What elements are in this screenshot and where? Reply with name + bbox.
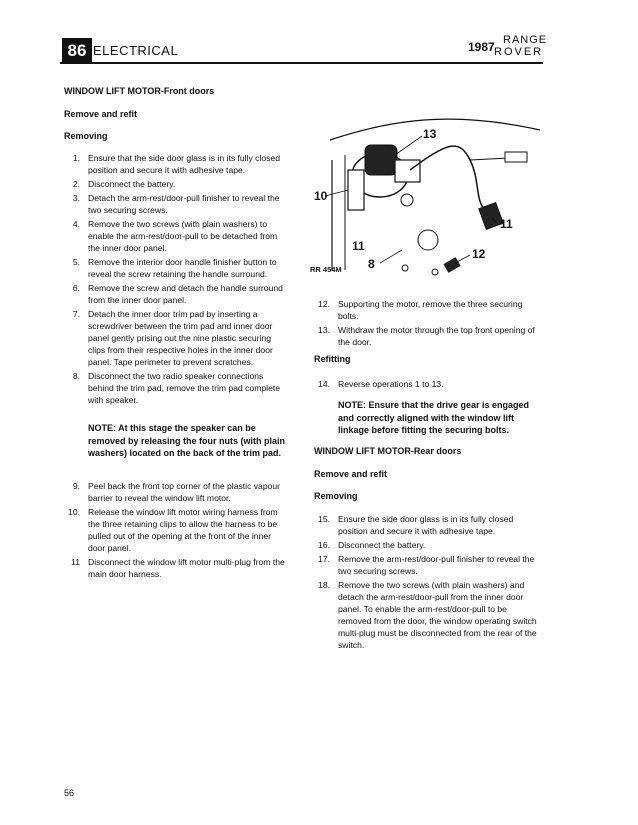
- step-text: Withdraw the motor through the top front opening of the door.: [338, 325, 535, 347]
- step-item: [314, 553, 540, 577]
- front-steps-list-2: [64, 480, 290, 582]
- rear-doors-title: WINDOW LIFT MOTOR-Rear doors: [314, 446, 462, 456]
- right-steps-list: [314, 298, 540, 350]
- leader-line: [395, 136, 422, 155]
- bolt: [443, 257, 460, 273]
- step-text: Reverse operations 1 to 13.: [338, 379, 444, 389]
- step-item: [64, 218, 290, 254]
- step-number: 3.: [72, 193, 80, 203]
- window-lift-motor-figure: [310, 100, 545, 290]
- step-number: 5.: [72, 257, 80, 267]
- step-item: [64, 192, 290, 216]
- step-text: Remove the arm-rest/door-pull finisher to reveal the two securing screws.: [338, 554, 535, 576]
- step-item: [64, 256, 290, 280]
- step-number: 7.: [72, 309, 80, 319]
- step-text: Remove the interior door handle finisher button to reveal the screw retaining the handle surround.: [88, 257, 277, 279]
- step-text: Ensure that the side door glass is in its fully closed position and secure it with adhesive tape.: [88, 153, 281, 175]
- step-number: 17.: [318, 554, 330, 564]
- callout-11-left: 11: [352, 239, 365, 253]
- step-text: Remove the two screws (with plain washers) to enable the arm-rest/door-pull to be detached from the inner door panel.: [88, 219, 278, 253]
- step-number: 9.: [72, 481, 80, 491]
- step-text: Detach the arm-rest/door-pull finisher to reveal the two securing screws.: [88, 193, 280, 215]
- refitting-heading: Refitting: [314, 354, 351, 364]
- step-item: [314, 539, 540, 551]
- step-item: [314, 579, 540, 651]
- motor-housing: [365, 145, 397, 175]
- step-item: [64, 556, 290, 580]
- step-item: [64, 282, 290, 306]
- front-removing-heading: Removing: [64, 131, 108, 141]
- front-doors-subtitle: Remove and refit: [64, 109, 138, 119]
- step-text: Ensure the side door glass is in its fully closed position and secure it with adhesive tape.: [338, 514, 514, 536]
- step-item: [314, 513, 540, 537]
- model-name-line1: RANGE: [503, 34, 548, 46]
- step-number: 8.: [72, 371, 80, 381]
- callout-10: 10: [314, 189, 328, 203]
- front-doors-title: WINDOW LIFT MOTOR-Front doors: [64, 86, 215, 96]
- step-item: [314, 378, 540, 390]
- step-text: Disconnect the window lift motor multi-plug from the main door harness.: [88, 557, 285, 579]
- washer: [402, 265, 408, 271]
- step-number: 16.: [318, 540, 330, 550]
- step-number: 18.: [318, 580, 330, 590]
- step-item: [64, 480, 290, 504]
- step-item: [64, 370, 290, 406]
- callout-12: 12: [472, 247, 486, 261]
- step-number: 11: [71, 557, 80, 567]
- rear-doors-subtitle: Remove and refit: [314, 469, 388, 479]
- front-steps-list: [64, 152, 290, 408]
- page-number: 56: [64, 788, 75, 798]
- step-text: Supporting the motor, remove the three securing bolts.: [338, 299, 523, 321]
- callout-11-right: 11: [500, 217, 513, 231]
- step-text: Disconnect the battery.: [338, 540, 426, 550]
- step-text: Disconnect the two radio speaker connections behind the trim pad, remove the trim pad complete with speaker.: [88, 371, 281, 405]
- retaining-clip: [418, 230, 438, 250]
- motor-gearbox: [395, 160, 420, 182]
- motor-bracket: [348, 170, 364, 210]
- speaker-note: NOTE: At this stage the speaker can be removed by releasing the four nuts (with plain washers) located on the back of the trim pad.: [88, 423, 286, 458]
- step-item: [64, 308, 290, 368]
- leader-line: [380, 250, 402, 263]
- section-number-badge: 86: [62, 38, 92, 64]
- step-text: Remove the screw and detach the handle surround from the inner door panel.: [88, 283, 283, 305]
- step-number: 10.: [68, 507, 80, 517]
- wiring-harness: [410, 146, 485, 210]
- step-number: 1.: [72, 153, 80, 163]
- step-item: [314, 298, 540, 322]
- spring-clip: [505, 152, 527, 162]
- refit-steps-list: [314, 378, 540, 392]
- header-rule: [60, 62, 543, 64]
- section-title: ELECTRICAL: [93, 43, 179, 58]
- step-number: 12.: [318, 299, 330, 309]
- rear-steps-list: [314, 513, 540, 653]
- callout-8: 8: [368, 257, 375, 271]
- model-name-line2: ROVER: [494, 46, 544, 58]
- step-number: 6.: [72, 283, 80, 293]
- linkage-arm: [470, 158, 510, 160]
- step-item: [64, 152, 290, 176]
- step-number: 2.: [72, 179, 80, 189]
- washer: [432, 269, 438, 275]
- drive-gear: [401, 194, 413, 206]
- callout-13: 13: [423, 127, 437, 141]
- step-item: [314, 324, 540, 348]
- step-number: 14.: [318, 379, 330, 389]
- step-text: Remove the two screws (with plain washers) and detach the arm-rest/door-pull from the inner door panel. To enable the arm-rest/door-pull to be removed from the door, the window operating switch multi-plug must be disconnected from the rear of the switch.: [338, 580, 537, 650]
- step-text: Release the window lift motor wiring harness from the three retaining clips to allow the harness to be pulled out of the opening at the front of the inner door panel.: [88, 507, 278, 553]
- step-text: Detach the inner door trim pad by inserting a screwdriver between the trim pad and inner door panel gently prising out the nine plastic securing clips from their respective holes in the inner door panel. Tape perimeter to prevent scratches.: [88, 309, 273, 367]
- model-year: 1987: [468, 40, 495, 54]
- leader-line: [455, 255, 470, 263]
- step-item: [64, 506, 290, 554]
- step-item: [64, 178, 290, 190]
- step-text: Disconnect the battery.: [88, 179, 176, 189]
- figure-code: RR 454M: [310, 265, 342, 274]
- drive-gear-note: NOTE: Ensure that the drive gear is engaged and correctly aligned with the window lift linkage before fitting the securing bolts.: [338, 400, 530, 435]
- step-number: 4.: [72, 219, 80, 229]
- step-text: Peel back the front top corner of the plastic vapour barrier to reveal the window lift motor.: [88, 481, 281, 503]
- rear-removing-heading: Removing: [314, 491, 358, 501]
- step-number: 15.: [318, 514, 330, 524]
- step-number: 13.: [318, 325, 330, 335]
